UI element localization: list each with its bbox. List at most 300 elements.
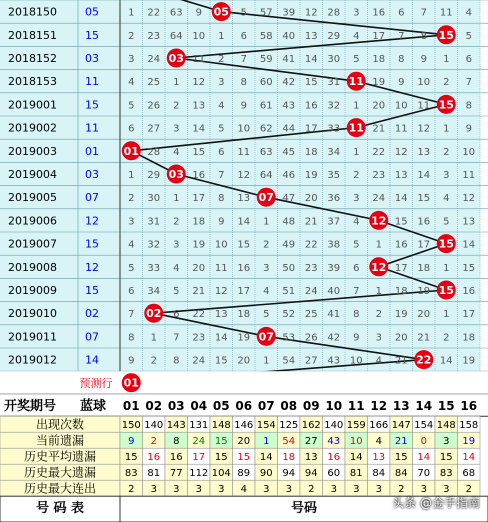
blue-ball-value: 05 (85, 5, 99, 19)
omission-value: 4 (443, 193, 450, 205)
omission-value: 2 (443, 146, 450, 158)
omission-value: 43 (282, 100, 296, 112)
period-label: 2019011 (8, 330, 57, 344)
omission-value: 20 (394, 332, 408, 344)
omission-value: 11 (417, 100, 431, 112)
stat-value: 13 (304, 452, 318, 464)
omission-value: 17 (417, 239, 431, 251)
column-header: 14 (415, 399, 433, 414)
column-header: 07 (257, 399, 275, 414)
omission-value: 2 (128, 193, 135, 205)
omission-value: 61 (259, 100, 273, 112)
period-label: 2019004 (8, 168, 57, 181)
stat-value: 3 (443, 484, 450, 496)
stat-value: 154 (414, 420, 434, 432)
ball-number: 15 (438, 237, 454, 251)
omission-value: 13 (394, 170, 408, 181)
omission-value: 20 (192, 262, 206, 274)
omission-value: 2 (173, 100, 180, 112)
column-header: 03 (167, 399, 185, 414)
omission-value: 1 (443, 54, 450, 65)
stat-value: 24 (192, 436, 206, 448)
omission-value: 26 (304, 332, 318, 344)
omission-value: 13 (237, 193, 251, 205)
omission-value: 10 (462, 146, 476, 158)
omission-value: 7 (398, 30, 405, 42)
omission-value: 19 (417, 286, 431, 297)
column-header: 04 (190, 399, 208, 414)
omission-value: 4 (128, 77, 135, 89)
omission-value: 22 (192, 309, 206, 321)
omission-value: 4 (263, 286, 270, 297)
omission-value: 50 (282, 262, 296, 274)
omission-value: 16 (237, 262, 251, 274)
omission-value: 8 (353, 309, 360, 321)
stat-value: 154 (256, 420, 276, 432)
stat-value: 140 (144, 420, 164, 432)
omission-value: 1 (128, 170, 135, 181)
stat-value: 4 (375, 436, 382, 448)
omission-value: 1 (443, 123, 450, 135)
omission-value: 1 (375, 286, 382, 297)
omission-value: 57 (259, 7, 273, 19)
omission-value: 3 (173, 123, 180, 135)
period-label: 2019003 (8, 144, 57, 158)
column-header: 01 (122, 399, 140, 414)
omission-value: 5 (263, 309, 270, 321)
stat-value: 15 (237, 452, 251, 464)
column-header: 15 (437, 399, 455, 414)
ball-number: 03 (168, 168, 184, 181)
omission-value: 22 (372, 146, 386, 158)
stat-value: 94 (304, 468, 318, 480)
omission-value: 10 (237, 123, 251, 135)
omission-value: 3 (443, 170, 450, 181)
omission-value: 19 (372, 77, 386, 89)
ball-number: 15 (438, 28, 454, 42)
stat-value: 60 (327, 468, 341, 480)
omission-value: 15 (417, 193, 431, 205)
ball-number: 11 (348, 121, 364, 135)
ball-number: 05 (213, 5, 229, 19)
omission-value: 31 (327, 77, 341, 89)
blue-ball-value: 07 (85, 330, 99, 344)
omission-value: 30 (327, 54, 341, 65)
omission-value: 15 (214, 355, 228, 367)
omission-value: 20 (372, 100, 386, 112)
omission-value: 16 (192, 170, 206, 181)
ball-number: 01 (123, 144, 139, 158)
header-ball: 蓝球 (80, 399, 107, 415)
stat-value: 159 (346, 420, 366, 432)
omission-value: 5 (128, 262, 135, 274)
stat-value: 94 (282, 468, 296, 480)
omission-value: 10 (192, 30, 206, 42)
omission-value: 6 (128, 286, 135, 297)
omission-value: 14 (462, 239, 476, 251)
omission-value: 28 (327, 7, 341, 19)
omission-value: 33 (147, 262, 161, 274)
omission-value: 13 (304, 30, 318, 42)
omission-value: 8 (173, 355, 180, 367)
stat-value: 14 (417, 452, 431, 464)
omission-value: 12 (462, 193, 476, 205)
omission-value: 5 (443, 216, 450, 228)
omission-value: 1 (173, 193, 180, 205)
stat-value: 143 (166, 420, 186, 432)
omission-value: 1 (218, 30, 225, 42)
blue-ball-value: 15 (85, 28, 99, 42)
omission-value: 9 (353, 332, 360, 344)
omission-value: 15 (394, 216, 408, 228)
omission-value: 7 (218, 170, 225, 181)
omission-value: 8 (218, 193, 225, 205)
omission-value: 41 (327, 309, 341, 321)
blue-ball-value: 12 (85, 214, 99, 228)
omission-value: 7 (353, 286, 360, 297)
stat-value: 90 (259, 468, 273, 480)
omission-value: 4 (375, 355, 382, 367)
header-period: 开奖期号 (4, 399, 57, 415)
omission-value: 16 (304, 100, 318, 112)
omission-value: 3 (128, 54, 135, 65)
stat-label: 当前遗漏 (35, 433, 85, 448)
omission-value: 12 (394, 146, 408, 158)
omission-value: 64 (259, 170, 273, 181)
blue-ball-value: 11 (85, 75, 99, 89)
column-header: 09 (302, 399, 320, 414)
omission-value: 46 (282, 170, 296, 181)
stat-value: 15 (124, 452, 138, 464)
period-label: 2019008 (8, 260, 57, 274)
blue-ball-value: 03 (85, 52, 99, 65)
omission-value: 11 (192, 54, 206, 65)
omission-value: 5 (128, 100, 135, 112)
stat-value: 14 (259, 452, 273, 464)
stat-value: 3 (443, 436, 450, 448)
omission-value: 1 (353, 146, 360, 158)
omission-value: 17 (394, 262, 408, 274)
period-label: 2019012 (8, 353, 57, 367)
omission-value: 4 (353, 30, 360, 42)
omission-value: 12 (214, 286, 228, 297)
omission-value: 18 (462, 332, 476, 344)
blue-ball-value: 14 (85, 353, 99, 367)
stat-value: 4 (240, 484, 247, 496)
omission-value: 7 (128, 309, 135, 321)
omission-value: 9 (420, 54, 427, 65)
omission-value: 63 (259, 146, 273, 158)
stat-label: 历史平均遗漏 (23, 449, 97, 464)
omission-value: 16 (462, 286, 476, 297)
blue-ball-value: 15 (85, 98, 99, 112)
omission-value: 10 (417, 77, 431, 89)
omission-value: 7 (173, 332, 180, 344)
stat-value: 16 (169, 452, 183, 464)
omission-value: 2 (375, 309, 382, 321)
blue-ball-value: 07 (85, 191, 99, 205)
omission-value: 37 (327, 216, 341, 228)
omission-value: 25 (304, 309, 318, 321)
omission-value: 16 (394, 239, 408, 251)
stat-value: 70 (417, 468, 431, 480)
ball-number: 15 (438, 98, 454, 112)
omission-value: 14 (439, 355, 453, 367)
omission-value: 1 (443, 262, 450, 274)
omission-value: 4 (173, 262, 180, 274)
omission-value: 13 (192, 100, 206, 112)
omission-value: 20 (304, 193, 318, 205)
omission-value: 6 (218, 146, 225, 158)
omission-value: 10 (214, 239, 228, 251)
omission-value: 29 (147, 170, 161, 181)
omission-value: 48 (282, 216, 296, 228)
omission-value: 51 (282, 286, 296, 297)
omission-value: 39 (282, 7, 296, 19)
ball-number: 22 (416, 353, 432, 367)
stat-value: 3 (285, 484, 292, 496)
stat-value: 13 (372, 452, 386, 464)
omission-value: 8 (398, 54, 405, 65)
omission-value: 4 (465, 7, 472, 19)
omission-value: 9 (240, 100, 247, 112)
omission-value: 2 (150, 355, 157, 367)
stat-value: 2 (398, 484, 405, 496)
omission-value: 53 (282, 332, 296, 344)
omission-value: 15 (462, 262, 476, 274)
omission-value: 59 (259, 54, 273, 65)
omission-value: 29 (327, 30, 341, 42)
stat-value: 27 (304, 436, 318, 448)
omission-value: 2 (443, 332, 450, 344)
omission-value: 16 (372, 7, 386, 19)
prediction-label: 预测行 (79, 377, 113, 391)
omission-value: 3 (375, 332, 382, 344)
omission-value: 2 (218, 54, 225, 65)
stat-value: 9 (128, 436, 135, 448)
period-label: 2019007 (8, 237, 57, 251)
stat-value: 14 (462, 452, 476, 464)
omission-value: 27 (147, 123, 161, 135)
stat-value: 3 (263, 484, 270, 496)
period-label: 2019010 (8, 307, 57, 321)
period-label: 2019001 (8, 98, 57, 112)
omission-value: 21 (192, 286, 206, 297)
stat-value: 15 (214, 452, 228, 464)
omission-value: 22 (147, 7, 161, 19)
omission-value: 34 (327, 146, 341, 158)
stat-value: 81 (349, 468, 363, 480)
omission-value: 18 (417, 262, 431, 274)
omission-value: 63 (169, 7, 183, 19)
ball-number: 12 (371, 214, 387, 228)
period-label: 2018150 (8, 5, 57, 19)
stat-value: 16 (147, 452, 161, 464)
omission-value: 14 (304, 54, 318, 65)
stat-value: 2 (308, 484, 315, 496)
omission-value: 6 (128, 123, 135, 135)
stat-value: 2 (465, 484, 472, 496)
stat-value: 21 (394, 436, 408, 448)
omission-value: 6 (465, 54, 472, 65)
omission-value: 25 (147, 77, 161, 89)
omission-value: 38 (327, 239, 341, 251)
blue-ball-value: 15 (85, 284, 99, 297)
prediction-number: 01 (123, 376, 139, 390)
column-header: 16 (460, 399, 478, 414)
omission-value: 1 (443, 309, 450, 321)
omission-value: 9 (398, 77, 405, 89)
omission-value: 9 (128, 355, 135, 367)
stat-value: 148 (211, 420, 231, 432)
omission-value: 32 (327, 100, 341, 112)
omission-value: 6 (398, 7, 405, 19)
omission-value: 54 (282, 355, 296, 367)
omission-value: 5 (465, 30, 472, 42)
omission-value: 17 (192, 193, 206, 205)
stat-value: 10 (349, 436, 363, 448)
omission-value: 4 (218, 100, 225, 112)
stat-value: 68 (462, 468, 476, 480)
ball-number: 07 (258, 330, 274, 344)
omission-value: 21 (417, 332, 431, 344)
stat-label: 出现次数 (35, 417, 85, 432)
stat-value: 150 (121, 420, 141, 432)
ball-number: 12 (371, 260, 387, 274)
omission-value: 20 (237, 355, 251, 367)
omission-value: 3 (128, 216, 135, 228)
omission-value: 23 (304, 262, 318, 274)
omission-value: 4 (353, 216, 360, 228)
omission-value: 24 (192, 355, 206, 367)
omission-value: 30 (147, 193, 161, 205)
omission-value: 21 (372, 123, 386, 135)
omission-value: 15 (304, 77, 318, 89)
omission-value: 6 (353, 262, 360, 274)
omission-value: 3 (263, 262, 270, 274)
omission-value: 24 (304, 286, 318, 297)
stat-value: 3 (195, 484, 202, 496)
omission-value: 1 (353, 100, 360, 112)
omission-value: 43 (327, 355, 341, 367)
omission-value: 14 (394, 193, 408, 205)
ball-number: 07 (258, 191, 274, 205)
watermark: 头条 @金手指南 (392, 496, 480, 510)
omission-value: 2 (263, 239, 270, 251)
stat-value: 83 (124, 468, 138, 480)
omission-value: 19 (394, 309, 408, 321)
stat-value: 148 (436, 420, 456, 432)
stat-value: 112 (189, 468, 209, 480)
stat-value: 14 (349, 452, 363, 464)
blue-ball-value: 02 (85, 307, 99, 321)
omission-value: 1 (263, 355, 270, 367)
omission-value: 36 (327, 193, 341, 205)
stat-value: 125 (279, 420, 299, 432)
omission-value: 1 (128, 7, 135, 19)
omission-value: 64 (169, 30, 183, 42)
omission-value: 9 (218, 216, 225, 228)
blue-ball-value: 03 (85, 168, 99, 181)
stat-value: 20 (237, 436, 251, 448)
blue-ball-value: 11 (85, 121, 99, 135)
omission-value: 7 (240, 54, 247, 65)
column-header: 10 (325, 399, 343, 414)
stat-value: 3 (173, 484, 180, 496)
omission-value: 23 (192, 332, 206, 344)
omission-value: 39 (327, 262, 341, 274)
omission-value: 19 (304, 170, 318, 181)
omission-value: 14 (192, 123, 206, 135)
omission-value: 17 (237, 286, 251, 297)
omission-value: 17 (462, 309, 476, 321)
omission-value: 4 (173, 146, 180, 158)
omission-value: 2 (173, 216, 180, 228)
omission-value: 40 (282, 30, 296, 42)
stat-value: 2 (150, 436, 157, 448)
blue-ball-value: 12 (85, 260, 99, 274)
stat-value: 15 (394, 452, 408, 464)
omission-value: 18 (394, 286, 408, 297)
column-header: 12 (370, 399, 388, 414)
omission-value: 12 (304, 7, 318, 19)
stat-label: 历史最大连出 (23, 481, 97, 496)
omission-value: 12 (417, 123, 431, 135)
omission-value: 26 (147, 100, 161, 112)
stat-value: 3 (420, 484, 427, 496)
omission-value: 23 (372, 170, 386, 181)
stat-value: 84 (372, 468, 386, 480)
omission-value: 2 (353, 170, 360, 181)
stat-value: 0 (420, 436, 427, 448)
ball-number: 02 (146, 307, 162, 321)
column-header: 06 (235, 399, 253, 414)
omission-value: 18 (372, 54, 386, 65)
omission-value: 7 (465, 77, 472, 89)
omission-value: 5 (240, 7, 247, 19)
omission-value: 16 (417, 216, 431, 228)
stat-value: 3 (353, 484, 360, 496)
ball-number: 03 (168, 52, 184, 65)
stat-value: 104 (211, 468, 231, 480)
stat-value: 147 (391, 420, 411, 432)
omission-value: 15 (237, 239, 251, 251)
omission-value: 17 (372, 30, 386, 42)
stat-value: 166 (369, 420, 389, 432)
omission-value: 9 (195, 7, 202, 19)
period-label: 2018153 (8, 75, 57, 89)
column-header: 02 (145, 399, 163, 414)
omission-value: 19 (192, 239, 206, 251)
omission-value: 8 (240, 77, 247, 89)
omission-value: 18 (304, 146, 318, 158)
omission-value: 3 (218, 77, 225, 89)
omission-value: 27 (304, 355, 318, 367)
omission-value: 31 (147, 216, 161, 228)
omission-value: 5 (173, 286, 180, 297)
omission-value: 62 (259, 123, 273, 135)
stat-value: 77 (169, 468, 183, 480)
ball-number: 11 (348, 75, 364, 89)
omission-value: 45 (282, 146, 296, 158)
omission-value: 58 (259, 30, 273, 42)
stat-value: 19 (462, 436, 476, 448)
footer-right: 号码 (290, 501, 318, 517)
omission-value: 42 (327, 332, 341, 344)
ball-number: 15 (438, 284, 454, 297)
omission-value: 3 (173, 239, 180, 251)
period-label: 2018152 (8, 52, 57, 65)
